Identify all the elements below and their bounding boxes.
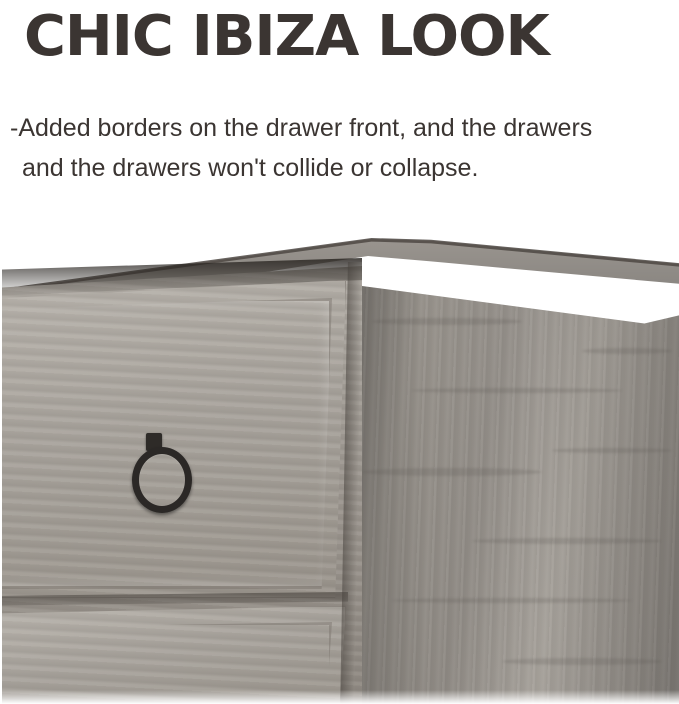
- photo-bottom-fade: [0, 690, 679, 704]
- handle-ring: [132, 447, 192, 513]
- dresser-side-woodgrain: [352, 258, 679, 704]
- photo-left-edge: [0, 218, 2, 704]
- product-photo: [0, 218, 679, 704]
- ring-pull-handle-icon: [128, 433, 184, 513]
- headline-text: CHIC IBIZA LOOK: [24, 4, 549, 69]
- body-text: [10, 108, 670, 188]
- body-text-line-1: -Added borders on the drawer front, and the drawers: [10, 114, 593, 142]
- body-text-line-2: and the drawers won't collide or collapse.: [22, 154, 479, 182]
